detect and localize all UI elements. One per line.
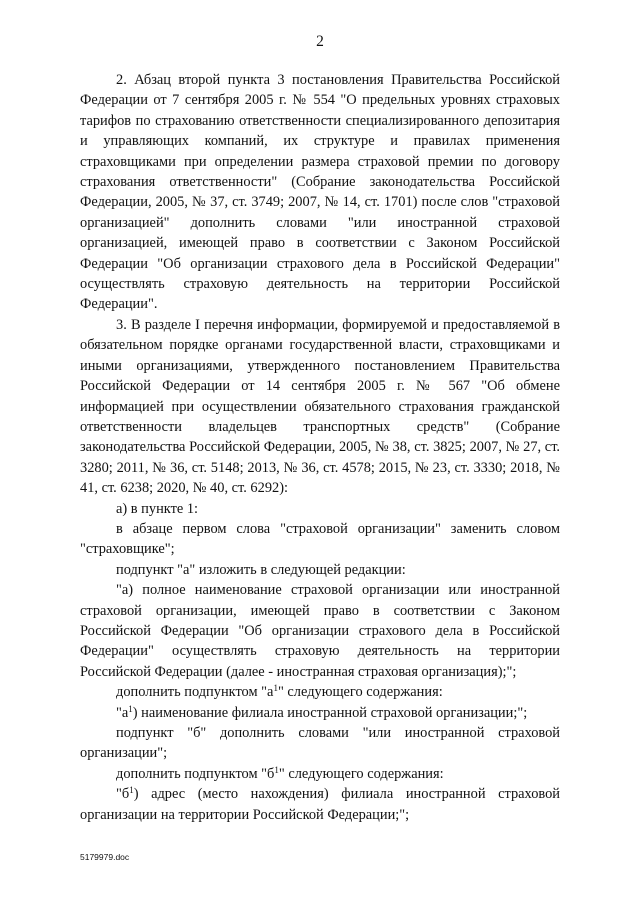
subitem-a-new-wording: "а) полное наименование страховой организации или иностранной страховой организации, имеющей право в соответствии с Законом Российской Федерации "Об организации страхового дела в Российской Федерации" осуществлять страховую деятельность на территории Российской Федерации (далее - иностранная страховая организация);"; — [80, 582, 560, 680]
document-body — [80, 70, 560, 825]
add-subitem-a1-intro: дополнить подпунктом "$а^1$" следующего содержания: — [116, 683, 443, 701]
page-number: 2 — [316, 33, 324, 50]
subitem-b1-text: "$б^1$) адрес (место нахождения) филиала иностранной страховой организации на территории Российской Федерации;"; — [80, 785, 560, 823]
subitem-b-amendment: подпункт "б" дополнить словами "или иностранной страховой организации"; — [80, 725, 560, 762]
subitem-a-new-wording-intro: подпункт "а" изложить в следующей редакции: — [116, 561, 406, 578]
paragraph-3-resolution-567: 3. В разделе I перечня информации, формируемой и предоставляемой в обязательном порядке органами государственной власти, страховщиками и иными организациями, утвержденного постановлением Правительства Российской Федерации от 14 сентября 2005 г. № 567 "Об обмене информацией при осуществлении обязательного страхования гражданской ответственности владельцев транспортных средств" (Собрание законодательства Российской Федерации, 2005, № 38, ст. 3825; 2007, № 27, ст. 3280; 2011, № 36, ст. 5148; 2013, № 36, ст. 4578; 2015, № 23, ст. 3330; 2018, № 41, ст. 6238; 2020, № 40, ст. 6292): — [80, 316, 560, 497]
subitem-a1-text: "$а^1$) наименование филиала иностранной страховой организации;"; — [116, 703, 528, 721]
subitem-a-point-1: а) в пункте 1: — [116, 500, 199, 517]
add-subitem-b1-intro: дополнить подпунктом "$б^1$" следующего содержания: — [116, 764, 444, 782]
paragraph-2-resolution-554: 2. Абзац второй пункта 3 постановления Правительства Российской Федерации от 7 сентября 2005 г. № 554 "О предельных уровнях страховых тарифов по страхованию ответственности специализированного депозитария и управляющих компаний, их структуре и правилах применения страховщиками при определении размера страховой премии по договору страхования ответственности" (Собрание законодательства Российской Федерации, 2005, № 37, ст. 3749; 2007, № 14, ст. 1701) после слов "страховой организацией" дополнить словами "или иностранной страховой организацией, имеющей право в соответствии с Законом Российской Федерации "Об организации страхового дела в Российской Федерации" осуществлять страховую деятельность на территории Российской Федерации". — [80, 72, 560, 313]
replace-words-instruction: в абзаце первом слова "страховой организации" заменить словом "страховщике"; — [80, 520, 560, 558]
footer-file-name: 5179979.doc — [80, 852, 130, 862]
